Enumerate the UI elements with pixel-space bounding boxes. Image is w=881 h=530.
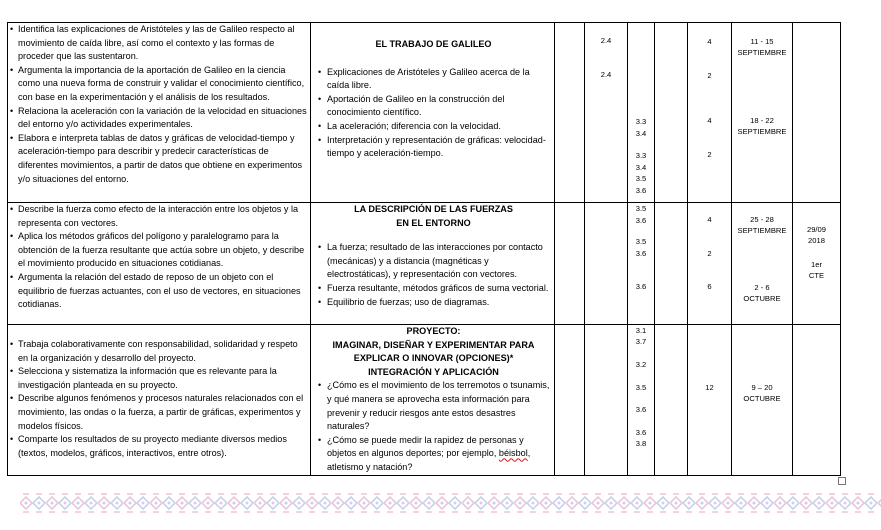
reference-group — [628, 150, 654, 196]
empty-cell — [793, 23, 841, 203]
empty-cell — [555, 325, 585, 476]
date-month: OCTUBRE — [743, 394, 781, 403]
reference-value: 3.4 — [635, 128, 647, 138]
list-item — [317, 434, 550, 475]
reference-value: 3.6 — [635, 185, 647, 195]
cte-year: 2018 — [808, 236, 825, 245]
list-item: • Describe algunos fenómenos y procesos naturales relacionados con el movimiento, las ondas o la fuerza, a partir de gráficas, experimentos y modelos físicos. — [9, 392, 307, 433]
empty-cell — [555, 203, 585, 325]
aprendizajes-cell — [8, 325, 311, 476]
hours-value: 2 — [707, 150, 712, 159]
aprendizajes-cell — [8, 203, 311, 325]
hours-value: 4 — [707, 215, 712, 224]
empty-cell — [655, 23, 688, 203]
list-item: • Relaciona la aceleración con la variación de la velocidad en situaciones del entorno y/o actividades experimentales. — [9, 105, 307, 132]
reference-value: 2.4 — [600, 36, 612, 45]
reference-group — [628, 236, 654, 259]
reference-cell — [628, 203, 655, 325]
list-item: • Argumenta la relación del estado de reposo de un objeto con el equilibrio de fuerzas actuantes, con el uso de vectores, en situaciones cotidianas. — [9, 271, 307, 312]
list-item: • Equilibrio de fuerzas; uso de diagramas. — [317, 296, 550, 310]
date-range: 25 - 28 — [750, 215, 774, 224]
cte-cell — [793, 203, 841, 325]
reference-value: 3.5 — [635, 174, 647, 184]
hours-cell — [688, 325, 732, 476]
block-title: EL TRABAJO DE GALILEO — [375, 39, 492, 49]
hours-value: 2 — [707, 71, 712, 80]
date-month: SEPTIEMBRE — [737, 226, 787, 235]
reference-group — [628, 203, 654, 226]
reference-value: 3.1 — [635, 326, 647, 335]
cte-order: 1er — [811, 260, 822, 269]
hours-value: 4 — [707, 37, 712, 46]
reference-value: 3.5 — [635, 237, 647, 246]
reference-group — [628, 116, 654, 139]
reference-value: 3.6 — [635, 428, 647, 437]
list-item: • ¿Cómo es el movimiento de los terremotos o tsunamis, y qué manera se aprovecha esta información para prevenir y reducir riesgos ante estos desastres naturales? — [317, 379, 550, 433]
list-item: • Interpretación y representación de gráficas: velocidad-tiempo y aceleración-tiempo. — [317, 134, 550, 161]
list-item: • Fuerza resultante, métodos gráficos de suma vectorial. — [317, 282, 550, 296]
empty-cell — [555, 23, 585, 203]
dates-cell — [732, 23, 793, 203]
date-range: 18 - 22 — [750, 116, 774, 125]
list-item: • Argumenta la importancia de la aportación de Galileo en la ciencia como una nueva forma de construir y validar el conocimiento científico, con base en la experimentación y el análisis de los resultados. — [9, 64, 307, 105]
dates-cell — [732, 203, 793, 325]
reference-cell — [628, 23, 655, 203]
list-item: • Identifica las explicaciones de Aristóteles y las de Galileo respecto al movimiento de caída libre, así como el contexto y las formas de proceder que las sustentaron. — [9, 23, 307, 64]
list-item: • Aplica los métodos gráficos del polígono y paralelogramo para la obtención de la fuerza resultante que actúa sobre un objeto, y describe el movimiento producido en situaciones cotidianas. — [9, 230, 307, 271]
reference-value: 3.2 — [635, 360, 647, 369]
reference-value: 3.6 — [635, 405, 647, 414]
list-item: • Describe la fuerza como efecto de la interacción entre los objetos y la representa con vectores. — [9, 203, 307, 230]
hours-value: 2 — [707, 249, 712, 258]
reference-value: 3.5 — [635, 383, 647, 392]
reference-cell — [585, 23, 628, 203]
hours-cell — [688, 23, 732, 203]
reference-value: 3.4 — [635, 162, 647, 172]
reference-value: 3.8 — [635, 439, 647, 448]
empty-cell — [793, 325, 841, 476]
list-item: • Selecciona y sistematiza la información que es relevante para la investigación planteada en su proyecto. — [9, 365, 307, 392]
reference-value: 3.3 — [635, 151, 647, 160]
empty-cell — [655, 325, 688, 476]
empty-cell — [655, 203, 688, 325]
reference-cell — [628, 325, 655, 476]
list-item: • La aceleración; diferencia con la velocidad. — [317, 120, 550, 134]
reference-value: 3.7 — [635, 337, 647, 346]
date-range: 9 – 20 — [751, 383, 773, 392]
table-row — [8, 325, 841, 476]
block-title: PROYECTO: IMAGINAR, DISEÑAR Y EXPERIMENTAR PARA EXPLICAR O INNOVAR (OPCIONES)* INTEGRACIÓN Y APLICACIÓN — [332, 326, 535, 377]
list-item: • Aportación de Galileo en la construcción del conocimiento científico. — [317, 93, 550, 120]
list-item: • Explicaciones de Aristóteles y Galileo acerca de la caída libre. — [317, 66, 550, 93]
reference-value: 3.5 — [635, 204, 647, 213]
cte-label: CTE — [808, 271, 825, 280]
table-row — [8, 23, 841, 203]
date-month: SEPTIEMBRE — [737, 48, 787, 57]
contenidos-cell — [311, 203, 555, 325]
date-range: 2 - 6 — [754, 283, 770, 292]
list-item: • Trabaja colaborativamente con responsabilidad, solidaridad y respeto en la organización y desarrollo del proyecto. — [9, 338, 307, 365]
cte-date: 29/09 — [806, 225, 826, 234]
reference-group — [628, 281, 654, 293]
list-item: • Comparte los resultados de su proyecto mediante diversos medios (textos, modelos, gráficos, interactivos, entre otros). — [9, 433, 307, 460]
decorative-pattern-band — [20, 492, 881, 514]
hours-cell — [688, 203, 732, 325]
date-month: OCTUBRE — [743, 294, 781, 303]
empty-cell — [585, 325, 628, 476]
reference-value: 2.4 — [600, 70, 612, 79]
list-item: • La fuerza; resultado de las interacciones por contacto (mecánicas) y a distancia (magnéticas y electrostáticas), y representación con vectores. — [317, 241, 550, 282]
date-range: 11 - 15 — [750, 37, 774, 46]
table-resize-handle-icon[interactable] — [838, 477, 846, 485]
hours-value: 4 — [707, 116, 712, 125]
reference-value: 3.6 — [635, 248, 647, 258]
contenidos-cell — [311, 23, 555, 203]
aprendizajes-cell — [8, 23, 311, 203]
planning-table — [7, 22, 841, 476]
hours-value: 6 — [707, 282, 712, 291]
list-item-text: ¿Cómo se puede medir la rapidez de personas y objetos en algunos deportes; por ejemplo, béisbol, atletismo y natación? — [327, 434, 531, 472]
contenidos-cell — [311, 325, 555, 476]
spellcheck-word: béisbol — [498, 448, 528, 459]
reference-value: 3.6 — [635, 215, 647, 225]
empty-cell — [585, 203, 628, 325]
block-title: LA DESCRIPCIÓN DE LAS FUERZAS EN EL ENTORNO — [354, 204, 513, 228]
hours-value: 12 — [705, 383, 714, 392]
list-item: • Elabora e interpreta tablas de datos y gráficas de velocidad-tiempo y aceleración-tiempo para describir y predecir características de diferentes movimientos, a partir de datos que obtiene en experimentos y/o situaciones del entorno. — [9, 132, 307, 186]
reference-value: 3.3 — [635, 117, 647, 126]
table-row — [8, 203, 841, 325]
date-month: SEPTIEMBRE — [737, 127, 787, 136]
dates-cell — [732, 325, 793, 476]
reference-value: 3.6 — [635, 282, 647, 291]
